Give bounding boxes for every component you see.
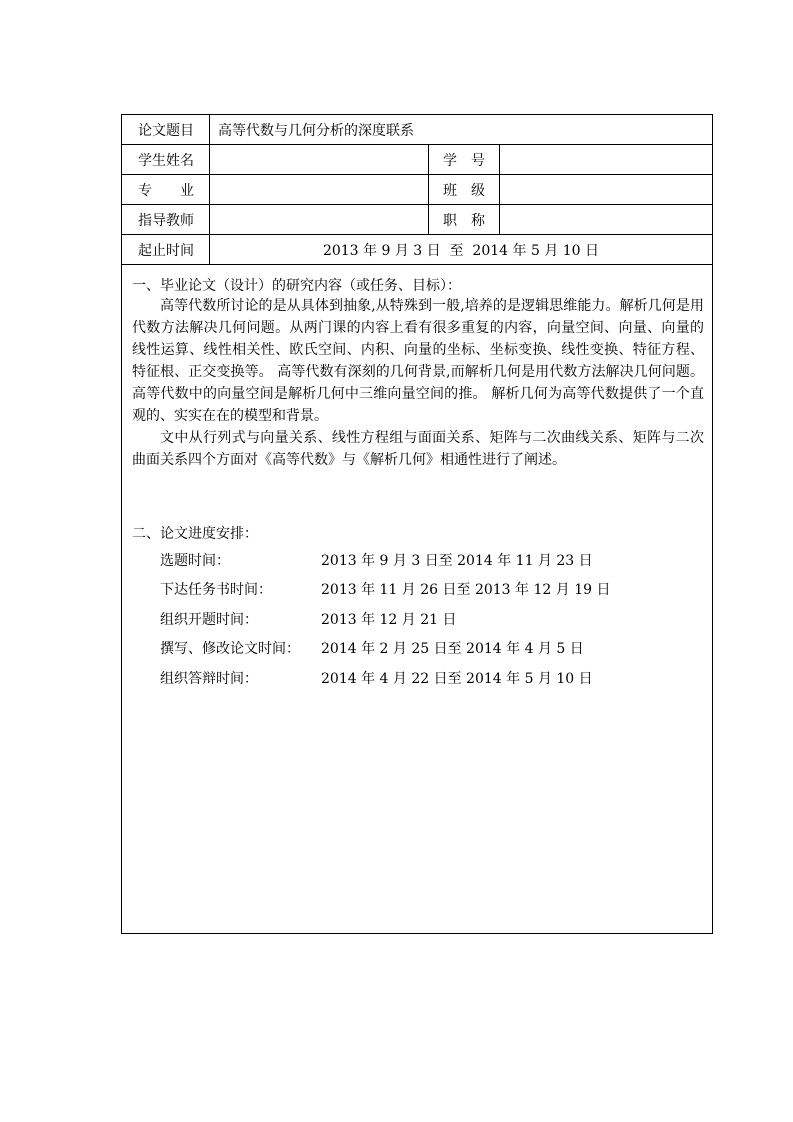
class-label: 班 级 [443,182,485,199]
schedule-item [160,545,700,575]
schedule-item-value: 2013 年 11 月 26 日至 2013 年 12 月 19 日 [321,582,611,599]
major-label: 专 业 [138,182,194,199]
period-label: 起止时间 [138,242,194,259]
major-value [218,175,428,204]
section1-body [132,295,704,471]
content-area [122,265,712,933]
advisor-label: 指导教师 [138,212,194,229]
schedule-item-label: 组织答辩时间： [160,670,258,687]
student-name-value [218,145,428,174]
student-id-value [507,145,712,174]
schedule-item-value: 2013 年 12 月 21 日 [321,611,457,628]
thesis-title-value: 高等代数与几何分析的深度联系 [218,122,414,139]
schedule-item-label: 下达任务书时间： [160,582,272,599]
thesis-form-table [121,114,713,934]
section1-paragraph-1: 高等代数所讨论的是从具体到抽象,从特殊到一般,培养的是逻辑思维能力。解析几何是用代数方法解决几何问题。从两门课的内容上看有很多重复的内容，向量空间、向量、向量的线性运算、线性相关性、欧氏空间、内积、向量的坐标、坐标变换、线性变换、特征方程、特征根、正交变换等。 高等代数有深刻的几何背景,而解析几何是用代数方法解决几何问题。高等代数中的向量空间是解析几何中三维向量空间的推。 解析几何为高等代数提供了一个直观的、实实在在的模型和背景。 [132,298,704,424]
student-name-label: 学生姓名 [138,152,194,169]
section1-paragraph-2: 文中从行列式与向量关系、线性方程组与面面关系、矩阵与二次曲线关系、矩阵与二次曲面关系四个方面对《高等代数》与《解析几何》相通性进行了阐述。 [132,430,704,468]
schedule-list [160,545,700,693]
section2-heading: 二、论文进度安排： [132,526,258,542]
schedule-item [160,575,700,605]
section1-heading: 一、毕业论文（设计）的研究内容（或任务、目标）： [132,278,461,294]
schedule-item [160,663,700,693]
row-advisor [122,205,712,235]
schedule-item-label: 组织开题时间： [160,611,258,628]
schedule-item [160,604,700,634]
advisor-value [218,205,428,234]
student-id-label: 学 号 [443,152,485,169]
schedule-item-value: 2014 年 4 月 22 日至 2014 年 5 月 10 日 [321,670,593,687]
schedule-item-value: 2014 年 2 月 25 日至 2014 年 4 月 5 日 [321,641,584,658]
rank-value [507,205,712,234]
row-student [122,145,712,175]
row-thesis-title [122,115,712,145]
row-period [122,235,712,265]
class-value [507,175,712,204]
schedule-item [160,634,700,664]
schedule-item-value: 2013 年 9 月 3 日至 2014 年 11 月 23 日 [321,552,593,569]
period-value: 2013 年 9 月 3 日 至 2014 年 5 月 10 日 [322,242,600,259]
thesis-title-label: 论文题目 [138,122,194,139]
schedule-item-label: 撰写、修改论文时间： [160,641,300,658]
row-major [122,175,712,205]
schedule-item-label: 选题时间： [160,552,230,569]
rank-label: 职 称 [443,212,485,229]
